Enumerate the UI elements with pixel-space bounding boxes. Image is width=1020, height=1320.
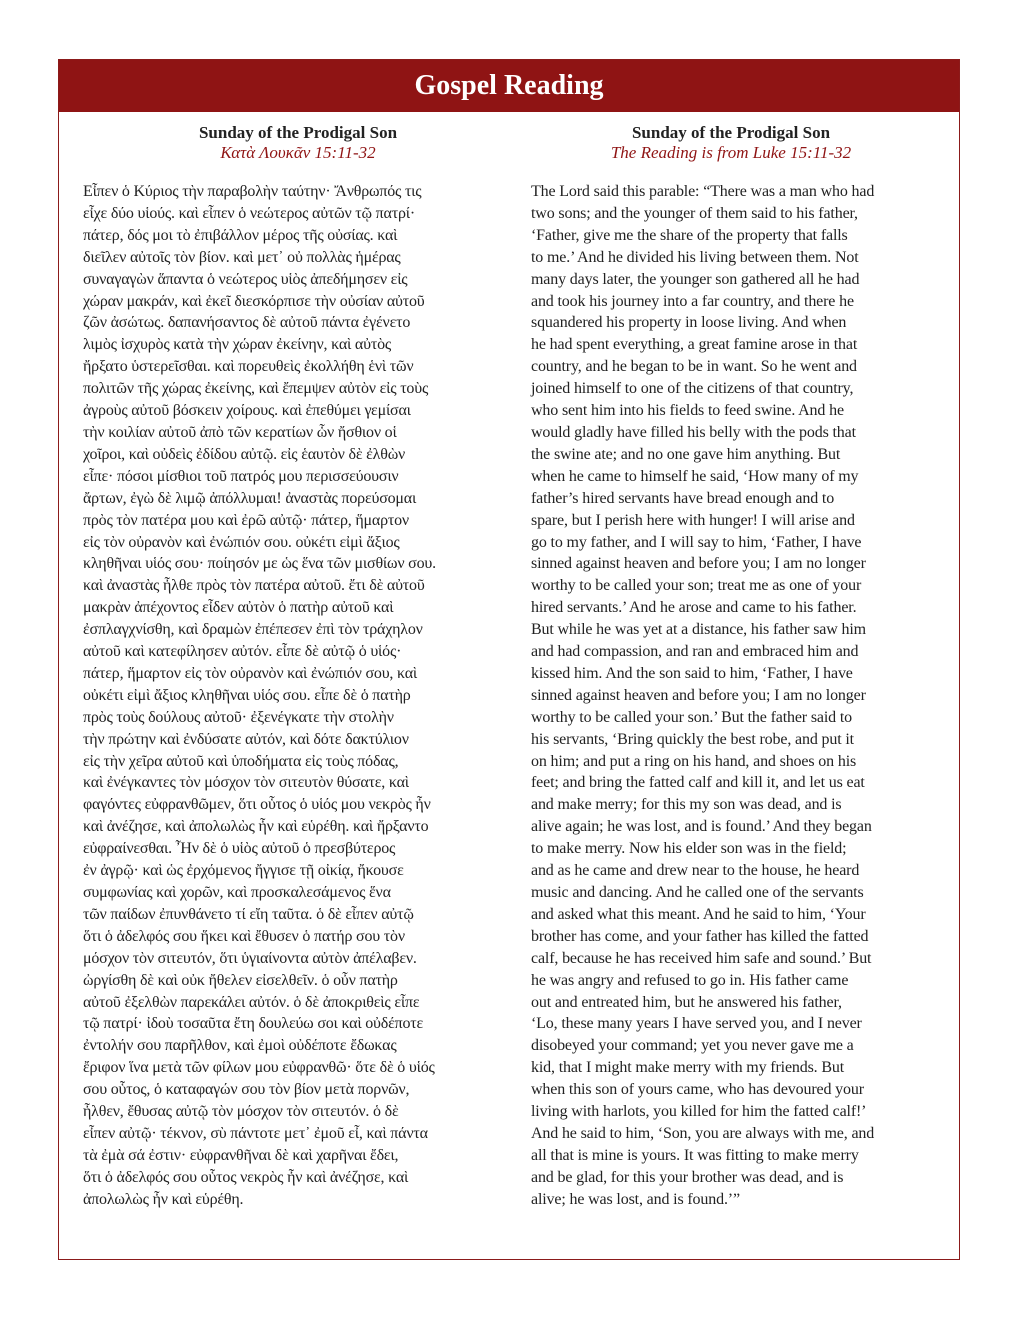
text-line: εὐφραίνεσθαι. Ἦν δὲ ὁ υἱὸς αὐτοῦ ὁ πρεσβύτερος <box>83 840 396 858</box>
text-line: go to my father, and I will say to him, ‘Father, I have <box>531 533 862 551</box>
text-line: brother has come, and your father has killed the fatted <box>531 927 869 945</box>
text-line: he had spent everything, a great famine arose in that <box>531 336 858 354</box>
text-line: φαγόντες εὐφρανθῶμεν, ὅτι οὗτος ὁ υἱός μου νεκρὸς ἦν <box>83 796 431 814</box>
text-line: λιμὸς ἰσχυρὸς κατὰ τὴν χώραν ἐκείνην, καὶ αὐτὸς <box>83 336 392 354</box>
text-line: hired servants.’ And he arose and came to his father. <box>531 599 857 617</box>
text-line: εἰς τὴν χεῖρα αὐτοῦ καὶ ὑποδήματα εἰς τοὺς πόδας, <box>83 752 399 770</box>
text-line: father’s hired servants have bread enough and to <box>531 489 835 507</box>
text-line: κληθῆναι υἱός σου· ποίησόν με ὡς ἕνα τῶν μισθίων σου. <box>83 555 436 573</box>
text-line: when this son of yours came, who has devoured your <box>531 1081 864 1099</box>
text-line: worthy to be called your son; treat me as one of your <box>531 577 862 595</box>
text-line: ἄρτων, ἐγὼ δὲ λιμῷ ἀπόλλυμαι! ἀναστὰς πορεύσομαι <box>83 489 417 507</box>
text-line: διεῖλεν αὐτοῖς τὸν βίον. καὶ μετ᾽ οὐ πολλὰς ἡμέρας <box>83 248 401 266</box>
greek-title: Sunday of the Prodigal Son <box>198 123 398 142</box>
text-line: χώραν μακράν, καὶ ἐκεῖ διεσκόρπισε τὴν οὐσίαν αὐτοῦ <box>83 292 425 310</box>
text-line: and had compassion, and ran and embraced him and <box>531 643 859 661</box>
text-line: ζῶν ἀσώτως. δαπανήσαντος δὲ αὐτοῦ πάντα ἐγένετο <box>83 314 411 332</box>
text-line: calf, because he has received him safe and sound.’ But <box>531 949 872 967</box>
text-line: when he came to himself he said, ‘How many of my <box>531 467 859 485</box>
english-column <box>531 120 931 1211</box>
text-line: But while he was yet at a distance, his father saw him <box>531 621 866 639</box>
text-line: τὴν κοιλίαν αὐτοῦ ἀπὸ τῶν κερατίων ὧν ἤσθιον οἱ <box>83 423 397 441</box>
text-line: on him; and put a ring on his hand, and shoes on his <box>531 752 857 770</box>
text-line: ὅτι ὁ ἀδελφός σου ἥκει καὶ ἔθυσεν ὁ πατήρ σου τὸν <box>83 927 405 945</box>
text-line: and asked what this meant. And he said to him, ‘Your <box>531 905 866 923</box>
text-line: kid, that I might make merry with my friends. But <box>531 1059 845 1077</box>
banner-title: Gospel Reading <box>59 60 959 112</box>
text-line: καὶ ἀναστὰς ἦλθε πρὸς τὸν πατέρα αὐτοῦ. ἔτι δὲ αὐτοῦ <box>83 577 425 595</box>
text-line: τῶν παίδων ἐπυνθάνετο τί εἴη ταῦτα. ὁ δὲ εἶπεν αὐτῷ <box>83 905 414 923</box>
text-line: would gladly have filled his belly with the pods that <box>531 423 856 441</box>
text-line: ἦλθεν, ἔθυσας αὐτῷ τὸν μόσχον τὸν σιτευτόν. ὁ δὲ <box>83 1103 399 1121</box>
text-line: αὐτοῦ καὶ κατεφίλησεν αὐτόν. εἶπε δὲ αὐτῷ ὁ υἱός· <box>83 643 402 661</box>
text-line: τὴν πρώτην καὶ ἐνδύσατε αὐτόν, καὶ δότε δακτύλιον <box>83 730 409 748</box>
text-line: The Lord said this parable: “There was a man who had <box>531 183 875 200</box>
text-line: And he said to him, ‘Son, you are always with me, and <box>531 1124 875 1142</box>
text-line: sinned against heaven and before you; I am no longer <box>531 686 866 704</box>
text-line: alive again; he was lost, and is found.’ And they began <box>531 818 872 836</box>
text-line: εἶπε· πόσοι μίσθιοι τοῦ πατρός μου περισσεύουσιν <box>83 467 399 485</box>
text-line: ἐντολήν σου παρῆλθον, καὶ ἐμοὶ οὐδέποτε ἔδωκας <box>83 1037 397 1055</box>
text-line: ὅτι ὁ ἀδελφός σου οὗτος νεκρὸς ἦν καὶ ἀνέζησε, καὶ <box>83 1168 409 1186</box>
text-line: εἰς τὸν οὐρανὸν καὶ ἐνώπιόν σου. οὐκέτι εἰμὶ ἄξιος <box>83 533 400 551</box>
text-line: feet; and bring the fatted calf and kill it, and let us eat <box>531 774 865 792</box>
text-line: συναγαγὼν ἅπαντα ὁ νεώτερος υἱὸς ἀπεδήμησεν εἰς <box>83 270 408 288</box>
text-line: he was angry and refused to go in. His father came <box>531 971 849 989</box>
text-line: ‘Father, give me the share of the property that falls <box>531 226 848 244</box>
text-line: kissed him. And the son said to him, ‘Father, I have <box>531 664 853 682</box>
text-line: σου οὗτος, ὁ καταφαγών σου τὸν βίον μετὰ πορνῶν, <box>83 1081 410 1099</box>
text-line: ἐσπλαγχνίσθη, καὶ δραμὼν ἐπέπεσεν ἐπὶ τὸν τράχηλον <box>83 621 423 639</box>
text-line: τὰ ἐμὰ σά ἐστιν· εὐφρανθῆναι δὲ καὶ χαρῆναι ἔδει, <box>83 1146 399 1164</box>
text-line: worthy to be called your son.’ But the father said to <box>531 708 853 726</box>
text-line: αὐτοῦ ἐξελθὼν παρεκάλει αὐτόν. ὁ δὲ ἀποκριθεὶς εἶπε <box>83 993 420 1011</box>
text-line: disobeyed your command; yet you never gave me a <box>531 1037 854 1055</box>
text-line: καὶ ἐνέγκαντες τὸν μόσχον τὸν σιτευτὸν θύσατε, καὶ <box>83 774 409 792</box>
text-line: out and entreated him, but he answered his father, <box>531 993 842 1011</box>
text-line: μακρὰν ἀπέχοντος εἶδεν αὐτὸν ὁ πατὴρ αὐτοῦ καὶ <box>83 599 394 617</box>
text-line: ἔριφον ἵνα μετὰ τῶν φίλων μου εὐφρανθῶ· ὅτε δὲ ὁ υἱός <box>83 1059 435 1077</box>
text-line: ὠργίσθη δὲ καὶ οὐκ ἤθελεν εἰσελθεῖν. ὁ οὖν πατὴρ <box>83 971 398 989</box>
text-line: ἀπολωλὼς ἦν καὶ εὑρέθη. <box>83 1190 244 1208</box>
text-line: and make merry; for this my son was dead, and is <box>531 796 842 814</box>
text-line: τῷ πατρί· ἰδοὺ τοσαῦτα ἔτη δουλεύω σοι καὶ οὐδέποτε <box>83 1015 424 1033</box>
text-line: εἶχε δύο υἱούς. καὶ εἶπεν ὁ νεώτερος αὐτῶν τῷ πατρί· <box>83 204 415 222</box>
english-subtitle: The Reading is from Luke 15:11-32 <box>610 143 852 162</box>
text-line: the swine ate; and no one gave him anything. But <box>531 445 841 463</box>
text-line: to me.’ And he divided his living between them. Not <box>531 248 859 266</box>
text-line: living with harlots, you killed for him the fatted calf!’ <box>531 1103 867 1121</box>
text-line: ἤρξατο ὑστερεῖσθαι. καὶ πορευθεὶς ἐκολλήθη ἑνὶ τῶν <box>83 358 414 376</box>
text-line: music and dancing. And he called one of the servants <box>531 884 864 901</box>
text-line: squandered his property in loose living. And when <box>531 314 847 332</box>
text-line: πρὸς τοὺς δούλους αὐτοῦ· ἐξενέγκατε τὴν στολὴν <box>83 708 394 726</box>
text-line: συμφωνίας καὶ χορῶν, καὶ προσκαλεσάμενος ἕνα <box>83 884 391 901</box>
greek-text <box>83 181 513 1211</box>
text-line: ἀγροὺς αὐτοῦ βόσκειν χοίρους. καὶ ἐπεθύμει γεμίσαι <box>83 402 411 420</box>
text-line: alive; he was lost, and is found.’” <box>531 1190 740 1208</box>
text-line: two sons; and the younger of them said to his father, <box>531 204 858 222</box>
text-line: and be glad, for this your brother was dead, and is <box>531 1168 844 1186</box>
text-line: country, and he began to be in want. So he went and <box>531 358 857 376</box>
greek-subtitle: Κατὰ Λουκᾶν 15:11-32 <box>220 143 376 162</box>
text-line: ‘Lo, these many years I have served you, and I never <box>531 1015 862 1033</box>
text-line: πρὸς τὸν πατέρα μου καὶ ἐρῶ αὐτῷ· πάτερ, ἥμαρτον <box>83 511 409 529</box>
text-line: πολιτῶν τῆς χώρας ἐκείνης, καὶ ἔπεμψεν αὐτὸν εἰς τοὺς <box>83 380 429 398</box>
english-text <box>531 181 931 1211</box>
text-line: and took his journey into a far country, and there he <box>531 292 854 310</box>
english-title: Sunday of the Prodigal Son <box>631 123 831 142</box>
text-line: his servants, ‘Bring quickly the best robe, and put it <box>531 730 854 748</box>
text-line: sinned against heaven and before you; I am no longer <box>531 555 866 573</box>
text-line: all that is mine is yours. It was fitting to make merry <box>531 1146 859 1164</box>
text-line: εἶπεν αὐτῷ· τέκνον, σὺ πάντοτε μετ᾽ ἐμοῦ εἶ, καὶ πάντα <box>83 1124 428 1142</box>
text-line: ἐν ἀγρῷ· καὶ ὡς ἐρχόμενος ἤγγισε τῇ οἰκίᾳ, ἤκουσε <box>83 862 404 880</box>
text-line: οὐκέτι εἰμὶ ἄξιος κληθῆναι υἱός σου. εἶπε δὲ ὁ πατὴρ <box>83 686 411 704</box>
text-line: spare, but I perish here with hunger! I will arise and <box>531 511 855 529</box>
text-line: who sent him into his fields to feed swine. And he <box>531 402 844 420</box>
text-line: to make merry. Now his elder son was in the field; <box>531 840 847 858</box>
reading-frame <box>58 59 960 1260</box>
text-line: μόσχον τὸν σιτευτόν, ὅτι ὑγιαίνοντα αὐτὸν ἀπέλαβεν. <box>83 949 417 967</box>
greek-column <box>83 120 513 1211</box>
text-line: χοῖροι, καὶ οὐδεὶς ἐδίδου αὐτῷ. εἰς ἑαυτὸν δὲ ἐλθὼν <box>83 445 406 463</box>
text-line: joined himself to one of the citizens of that country, <box>531 380 854 398</box>
text-line: πάτερ, ἥμαρτον εἰς τὸν οὐρανὸν καὶ ἐνώπιόν σου, καὶ <box>83 664 418 682</box>
text-line: Εἶπεν ὁ Κύριος τὴν παραβολὴν ταύτην· Ἄνθρωπός τις <box>83 183 422 200</box>
text-line: many days later, the younger son gathered all he had <box>531 270 860 288</box>
text-line: πάτερ, δός μοι τὸ ἐπιβάλλον μέρος τῆς οὐσίας. καὶ <box>83 226 398 244</box>
text-line: and as he came and drew near to the house, he heard <box>531 862 860 880</box>
text-line: καὶ ἀνέζησε, καὶ ἀπολωλὼς ἦν καὶ εὑρέθη. καὶ ἤρξαντο <box>83 818 429 836</box>
